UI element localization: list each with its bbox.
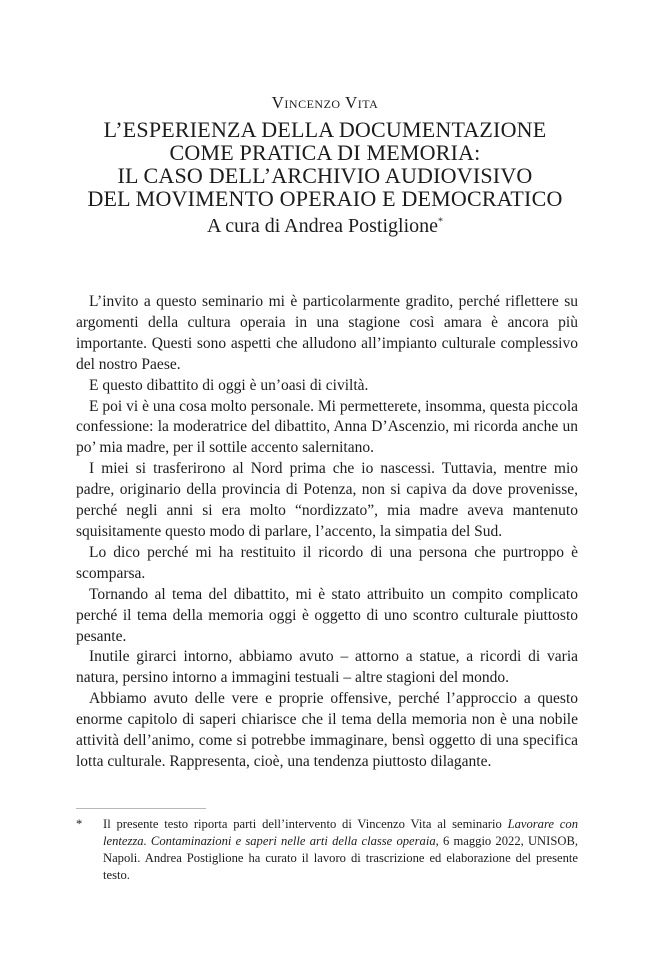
paragraph: Abbiamo avuto delle vere e proprie offensive, perché l’approccio a questo enorme capitolo di saperi chiarisce che il tema della memoria non è una nobile attività dell’animo, come si potrebbe immaginare, bensì oggetto di una specifica lotta culturale. Rappresenta, cioè, una tendenza piuttosto dilagante. — [76, 690, 578, 770]
footnote-divider — [76, 808, 206, 809]
seminar-title: Lavorare con lentezza. Contaminazioni e saperi nelle arti della classe operaia — [103, 817, 578, 848]
footnote-reference[interactable]: * — [438, 216, 444, 228]
paragraph: Inutile girarci intorno, abbiamo avuto – attorno a statue, a ricordi di varia natura, persino intorno a immagini testuali – altre stagioni del mondo. — [76, 648, 578, 687]
footnote-text-after: , 6 maggio 2022, UNISOB, Napoli. Andrea Postiglione ha curato il lavoro di trascrizione ed elaborazione del presente testo. — [103, 834, 578, 882]
paragraph: Lo dico perché mi ha restituito il ricordo di una persona che purtroppo è scomparsa. — [76, 543, 578, 582]
footnote — [76, 816, 578, 884]
title-line: COME PRATICA DI MEMORIA: — [169, 140, 481, 165]
paragraph: Tornando al tema del dibattito, mi è stato attribuito un compito complicato perché il tema della memoria oggi è oggetto di uno scontro culturale piuttosto pesante. — [76, 585, 578, 645]
paragraph: L’invito a questo seminario mi è particolarmente gradito, perché riflettere su argomenti della cultura operaia in una stagione così amara è ancora più importante. Questi sono aspetti che alludono all’impianto culturale complessivo del nostro Paese. — [76, 293, 578, 373]
title-line: L’ESPERIENZA DELLA DOCUMENTAZIONE — [103, 117, 547, 142]
curator-text: A cura di Andrea Postiglione — [206, 215, 439, 237]
paragraph: E poi vi è una cosa molto personale. Mi permetterete, insomma, questa piccola confessione: la moderatrice del dibattito, Anna D’Ascenzio, mi ricorda anche un po’ mia madre, per il sottile accento salernitano. — [76, 397, 578, 457]
article-body — [76, 292, 578, 773]
paragraph: E questo dibattito di oggi è un’oasi di civiltà. — [89, 376, 369, 394]
curator-line — [60, 214, 590, 238]
article-title — [60, 118, 590, 210]
title-line: IL CASO DELL’ARCHIVIO AUDIOVISIVO — [117, 163, 533, 188]
title-line: DEL MOVIMENTO OPERAIO E DEMOCRATICO — [87, 186, 563, 211]
footnote-text-before: Il presente testo riporta parti dell’intervento di Vincenzo Vita al seminario — [103, 817, 508, 831]
paragraph: I miei si trasferirono al Nord prima che io nascessi. Tuttavia, mentre mio padre, originario della provincia di Potenza, non si capiva da dove provenisse, perché negli anni si era molto “nordizzato”, mia madre aveva mantenuto squisitamente questo modo di parlare, l’accento, la simpatia del Sud. — [76, 460, 578, 540]
author-name: Vincenzo Vita — [271, 93, 379, 112]
footnote-text — [103, 816, 578, 884]
article-header — [60, 92, 590, 238]
footnote-mark: * — [76, 817, 83, 831]
